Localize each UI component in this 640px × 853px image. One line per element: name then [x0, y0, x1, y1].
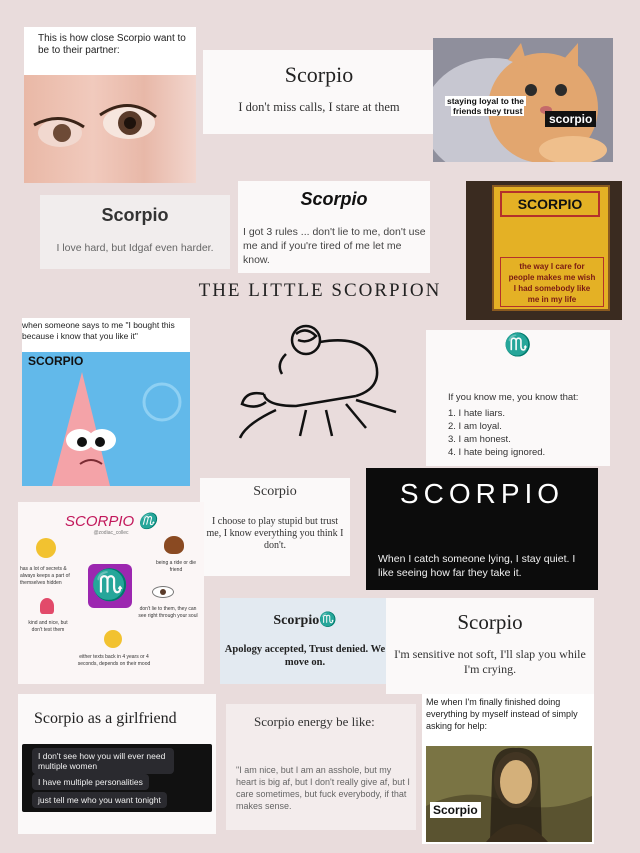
card-infographic [18, 502, 204, 684]
sign-text-box [500, 257, 604, 307]
intro-text: If you know me, you know that: [448, 392, 579, 403]
card-title: Scorpio [101, 205, 169, 225]
sign-title-box [500, 191, 600, 217]
card-miss-calls [203, 50, 435, 134]
note-ride-or-die: being a ride or die friend [155, 560, 197, 573]
card-mona-lisa [422, 694, 594, 844]
scorpio-tag: scorpio [545, 111, 596, 127]
caption: when someone says to me "I bought this because i know that you like it" [22, 320, 175, 341]
card-love-hard [40, 195, 230, 269]
card-text: I'm sensitive not soft, I'll slap you while I'm crying. [394, 647, 586, 676]
note-kind: kind and nice, but don't test them [28, 620, 68, 633]
eye-icon [152, 586, 174, 598]
sign-line-1: the way I care for [519, 262, 585, 271]
thinking-emoji-icon [36, 538, 56, 558]
chat-message-3: just tell me who you want tonight [32, 792, 167, 808]
note-no-lie: don't lie to them, they can see right through your soul [138, 606, 198, 619]
scorpion-rose-drawing [236, 314, 412, 444]
item-3: 3. I am honest. [448, 434, 511, 445]
chat-message-2: I have multiple personalities [32, 774, 149, 790]
card-close-partner [24, 27, 196, 183]
card-title: Scorpio as a girlfriend [34, 710, 177, 727]
scorpio-symbol: ♏ [91, 569, 129, 602]
eyes-photo [24, 75, 196, 183]
card-title: Scorpio energy be like: [254, 714, 375, 729]
scorpio-tag: Scorpio [430, 802, 481, 818]
card-sign [466, 181, 622, 320]
caption: This is how close Scorpio want to be to their partner: [38, 33, 186, 56]
sign-line-4: me in my life [527, 295, 577, 304]
patrick-image [22, 352, 190, 486]
item-4: 4. I hate being ignored. [448, 447, 546, 458]
card-title: Scorpio♏ [273, 613, 337, 628]
card-know-me [426, 330, 610, 466]
handle: @zodiac_collec [93, 530, 129, 536]
card-title: Scorpio [300, 189, 368, 209]
item-2: 2. I am loyal. [448, 421, 502, 432]
mona-lisa-image [426, 746, 592, 842]
card-text: I love hard, but Idgaf even harder. [56, 242, 214, 254]
scorpio-symbol: ♏ [504, 332, 532, 357]
tulip-icon [40, 598, 54, 614]
card-text: I don't miss calls, I stare at them [238, 100, 400, 114]
caption: Me when I'm finally finished doing everything by myself instead of simply asking for help: [426, 697, 578, 731]
card-girlfriend [18, 694, 216, 834]
card-play-stupid [200, 478, 350, 576]
card-cat-meme [433, 38, 613, 162]
heart-icon [164, 536, 184, 554]
sign-line-2: people makes me wish [508, 273, 596, 282]
card-patrick-meme [22, 318, 190, 486]
sign-line-3: I had somebody like [513, 284, 591, 293]
page-title: THE LITTLE SCORPION [198, 280, 442, 301]
sign-title: SCORPIO [517, 196, 583, 212]
scorpio-symbol-tile [88, 564, 132, 608]
sign-board [492, 185, 610, 311]
card-three-rules [238, 181, 430, 273]
card-title: SCORPIO [399, 478, 565, 509]
note-secrets: has a lot of secrets & always keeps a part of themselves hidden [20, 566, 70, 586]
card-title: Scorpio [284, 62, 354, 87]
meme-line-1: staying loyal to the [447, 96, 524, 106]
card-text: I got 3 rules ... don't lie to me, don't use me and if you're tired of me let me know. [243, 226, 426, 266]
meme-line-2: friends they trust [453, 106, 523, 116]
card-title: Scorpio [457, 610, 523, 634]
card-lying [366, 468, 598, 590]
card-text: I choose to play stupid but trust me, I know everything you think I don't. [206, 516, 344, 551]
scorpio-tag: SCORPIO [28, 354, 84, 368]
card-text: "I am nice, but I am an asshole, but my heart is big af, but I don't really give af, but I care sometimes, but fuck everybody, if that makes sense. [236, 765, 410, 811]
card-text: Apology accepted, Trust denied. We move on. [224, 644, 386, 668]
note-texts-back: either texts back in 4 years or 4 seconds, depends on their mood [77, 654, 151, 667]
chat-message-1: I don't see how you will ever need multiple women [32, 748, 174, 774]
card-apology [220, 598, 390, 684]
yawn-emoji-icon [104, 630, 122, 648]
card-sensitive [386, 598, 594, 694]
item-1: 1. I hate liars. [448, 408, 506, 419]
card-energy [226, 704, 416, 830]
card-title: Scorpio [253, 484, 297, 499]
card-text: When I catch someone lying, I stay quiet. I like seeing how far they take it. [378, 553, 576, 579]
card-title: SCORPIO ♏ [64, 513, 158, 530]
